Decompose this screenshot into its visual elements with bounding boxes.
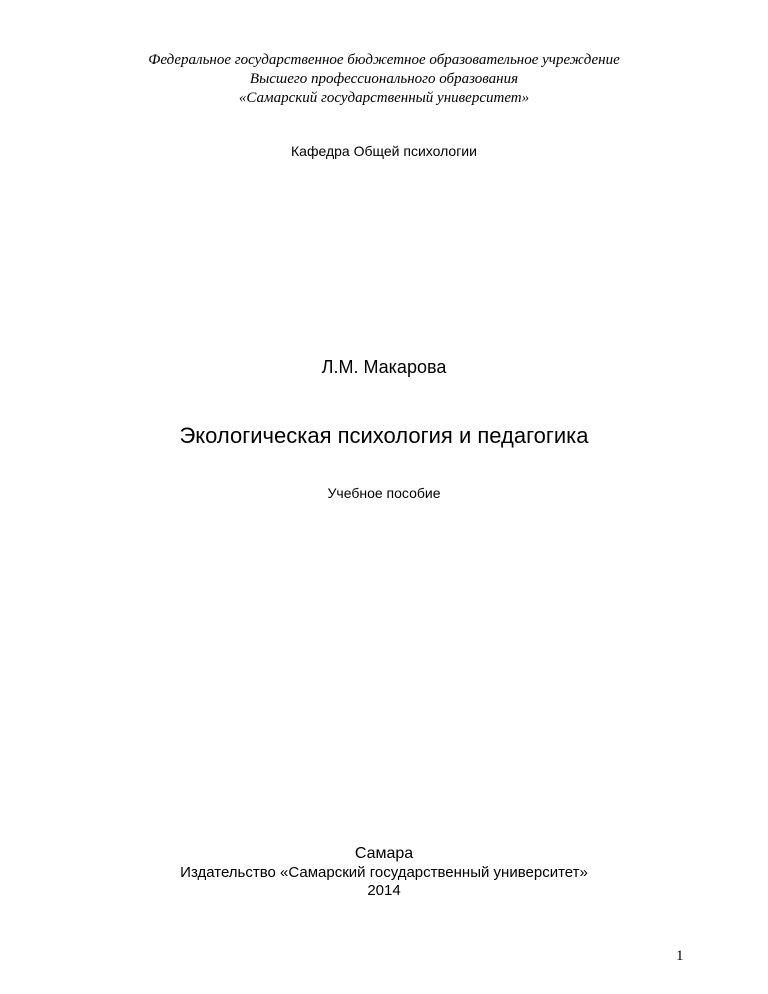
department-name: Кафедра Общей психологии: [291, 143, 477, 159]
institution-line-1: Федеральное государственное бюджетное образовательное учреждение: [148, 52, 620, 68]
institution-line-3: «Самарский государственный университет»: [238, 90, 530, 106]
document-title: Экологическая психология и педагогика: [179, 423, 589, 448]
document-subtitle: Учебное пособие: [327, 485, 441, 501]
publication-year: 2014: [367, 882, 401, 899]
page-number: 1: [676, 948, 684, 964]
publisher-name: Издательство «Самарский государственный университет»: [180, 864, 588, 881]
institution-line-2: Высшего профессионального образования: [249, 71, 519, 87]
author-name: Л.М. Макарова: [321, 357, 447, 377]
publication-city: Самара: [354, 845, 414, 862]
